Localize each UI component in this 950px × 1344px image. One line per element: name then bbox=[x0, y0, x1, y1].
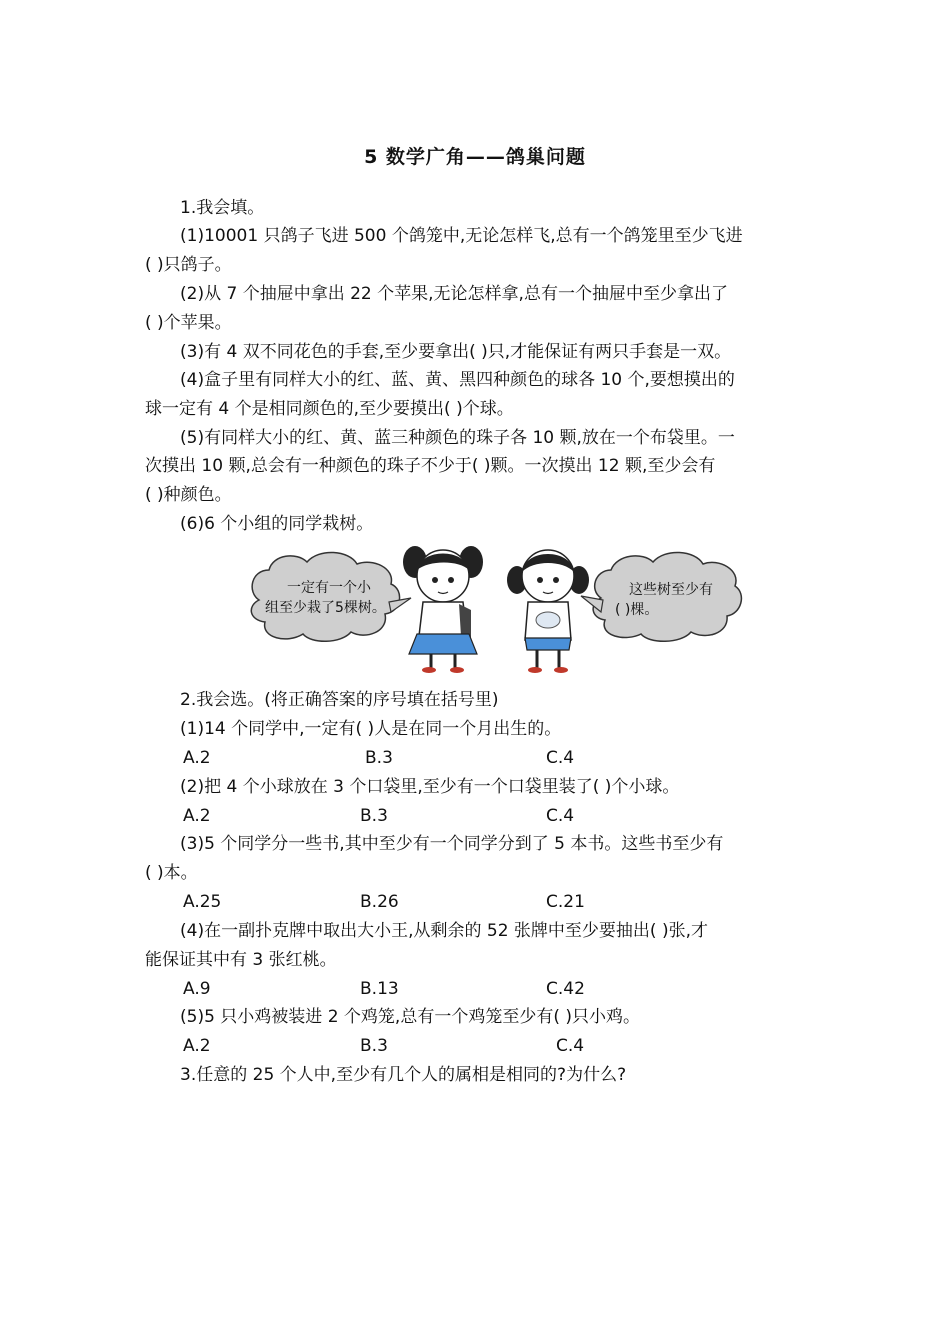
left-bubble-text-2: 组至少栽了5棵树。 bbox=[265, 600, 386, 616]
s1-q5-line3: ( )种颜色。 bbox=[145, 485, 232, 505]
s2-q1: (1)14 个同学中,一定有( )人是在同一个月出生的。 bbox=[180, 719, 562, 739]
s2-q3-option-c: C.21 bbox=[546, 892, 585, 912]
right-bubble-text-1: 这些树至少有 bbox=[629, 582, 713, 598]
s2-q5-option-a: A.2 bbox=[183, 1036, 211, 1056]
girl-right-figure bbox=[507, 550, 589, 673]
tree-planting-illustration bbox=[245, 540, 745, 675]
s2-q4-option-a: A.9 bbox=[183, 979, 211, 999]
s2-q1-option-c: C.4 bbox=[546, 748, 575, 768]
s1-q1-line1: (1)10001 只鸽子飞进 500 个鸽笼中,无论怎样飞,总有一个鸽笼里至少飞进 bbox=[180, 226, 743, 246]
section-2-heading: 2.我会选。(将正确答案的序号填在括号里) bbox=[180, 690, 499, 710]
s1-q1-line2: ( )只鸽子。 bbox=[145, 255, 232, 275]
s1-q6: (6)6 个小组的同学栽树。 bbox=[180, 514, 374, 534]
s1-q2-line2: ( )个苹果。 bbox=[145, 313, 232, 333]
s2-q2-option-c: C.4 bbox=[546, 806, 575, 826]
s2-q3-option-b: B.26 bbox=[360, 892, 399, 912]
s2-q1-option-a: A.2 bbox=[183, 748, 211, 768]
s1-q5-line1: (5)有同样大小的红、黄、蓝三种颜色的珠子各 10 颗,放在一个布袋里。一 bbox=[180, 428, 735, 448]
s2-q4-line1: (4)在一副扑克牌中取出大小王,从剩余的 52 张牌中至少要抽出( )张,才 bbox=[180, 921, 708, 941]
s2-q3-line2: ( )本。 bbox=[145, 863, 198, 883]
right-bubble-text-2: ( )棵。 bbox=[615, 602, 659, 618]
s2-q2: (2)把 4 个小球放在 3 个口袋里,至少有一个口袋里装了( )个小球。 bbox=[180, 777, 680, 797]
s1-q3: (3)有 4 双不同花色的手套,至少要拿出( )只,才能保证有两只手套是一双。 bbox=[180, 342, 732, 362]
s2-q4-line2: 能保证其中有 3 张红桃。 bbox=[145, 950, 337, 970]
s2-q5: (5)5 只小鸡被装进 2 个鸡笼,总有一个鸡笼至少有( )只小鸡。 bbox=[180, 1007, 640, 1027]
s1-q2-line1: (2)从 7 个抽屉中拿出 22 个苹果,无论怎样拿,总有一个抽屉中至少拿出了 bbox=[180, 284, 728, 304]
s2-q1-option-b: B.3 bbox=[365, 748, 393, 768]
page-title: 5 数学广角——鸽巢问题 bbox=[364, 146, 586, 168]
s2-q4-option-c: C.42 bbox=[546, 979, 585, 999]
s2-q2-option-b: B.3 bbox=[360, 806, 388, 826]
s2-q3-line1: (3)5 个同学分一些书,其中至少有一个同学分到了 5 本书。这些书至少有 bbox=[180, 834, 724, 854]
s2-q3-option-a: A.25 bbox=[183, 892, 222, 912]
s1-q5-line2: 次摸出 10 颗,总会有一种颜色的珠子不少于( )颗。一次摸出 12 颗,至少会有 bbox=[145, 456, 716, 476]
s1-q4-line1: (4)盒子里有同样大小的红、蓝、黄、黑四种颜色的球各 10 个,要想摸出的 bbox=[180, 370, 735, 390]
s2-q2-option-a: A.2 bbox=[183, 806, 211, 826]
s2-q5-option-c: C.4 bbox=[556, 1036, 585, 1056]
section-3-question: 3.任意的 25 个人中,至少有几个人的属相是相同的?为什么? bbox=[180, 1065, 627, 1085]
girl-left-figure bbox=[403, 546, 483, 673]
s1-q4-line2: 球一定有 4 个是相同颜色的,至少要摸出( )个球。 bbox=[145, 399, 514, 419]
s2-q4-option-b: B.13 bbox=[360, 979, 399, 999]
s2-q5-option-b: B.3 bbox=[360, 1036, 388, 1056]
left-bubble-text-1: 一定有一个小 bbox=[287, 580, 371, 596]
section-1-heading: 1.我会填。 bbox=[180, 198, 265, 218]
